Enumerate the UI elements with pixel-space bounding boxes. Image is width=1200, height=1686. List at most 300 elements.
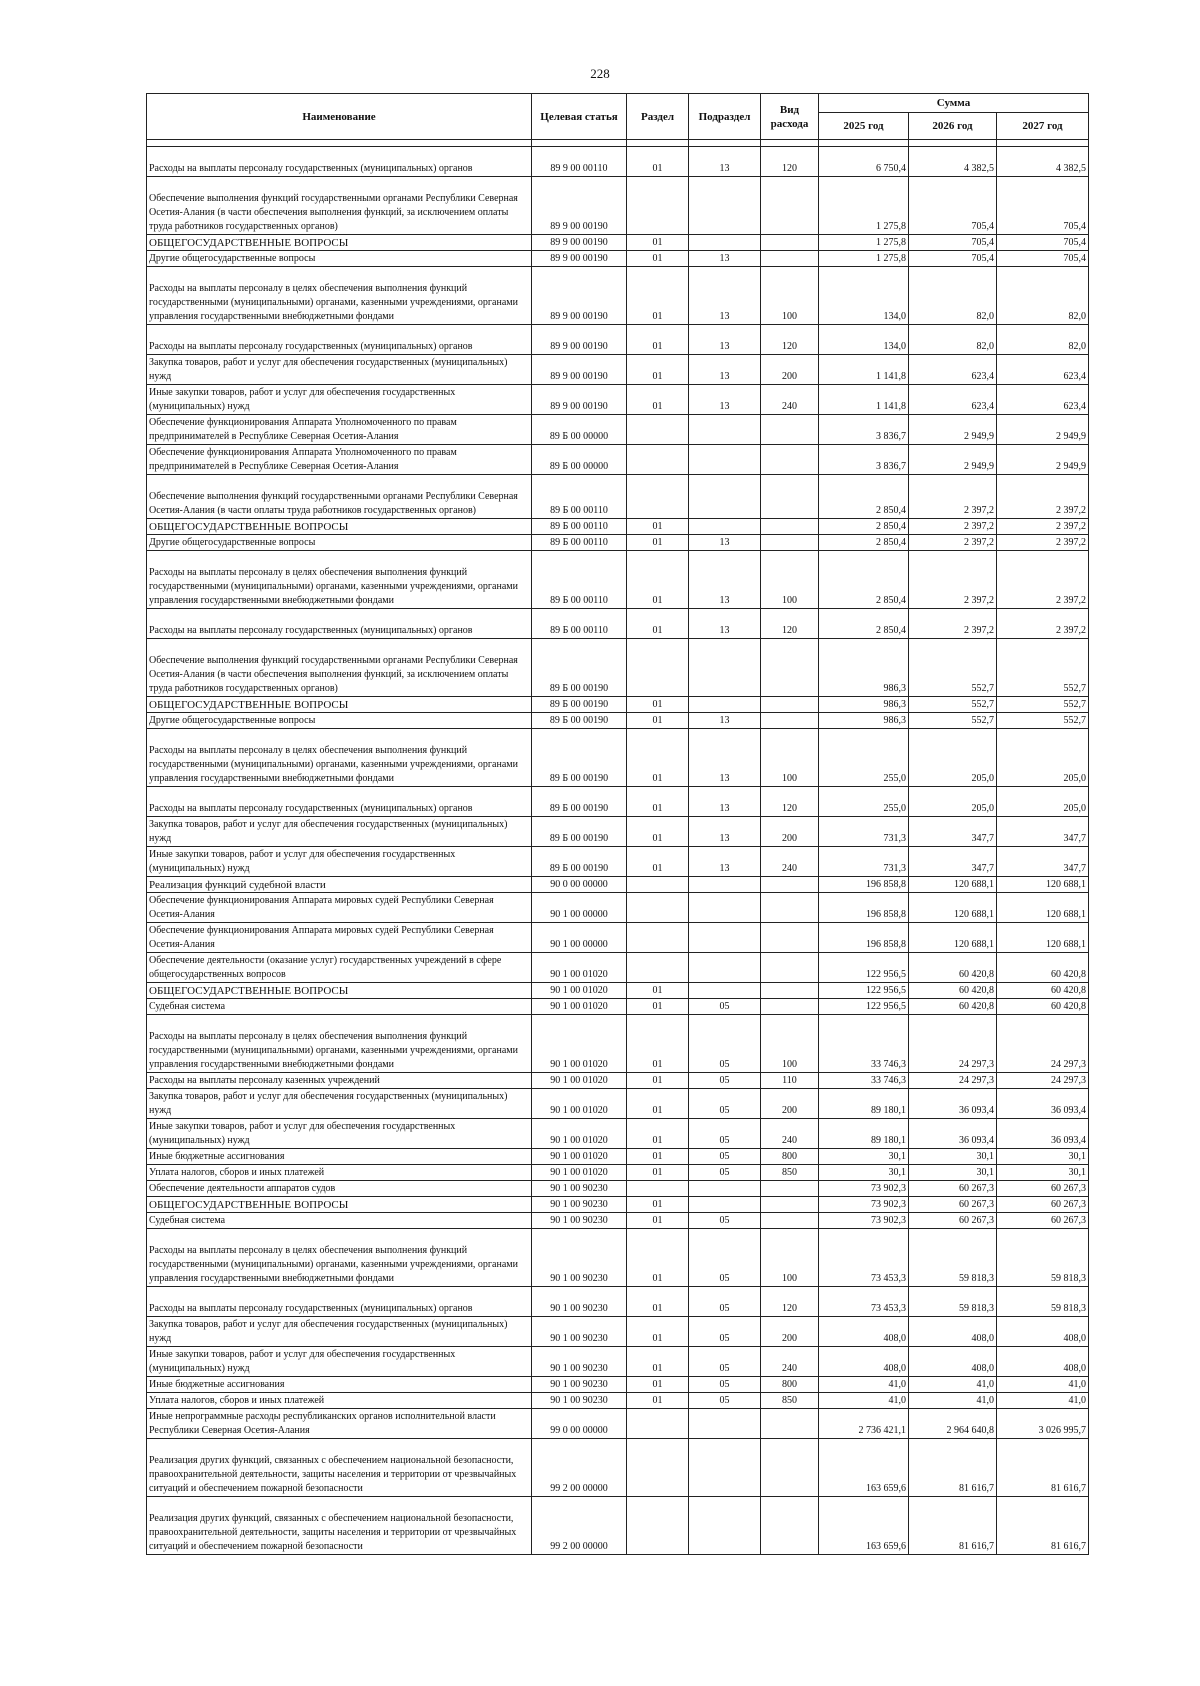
row-sum-2027: 552,7	[997, 697, 1089, 713]
row-target-article: 89 Б 00 00190	[532, 729, 627, 787]
row-target-article: 90 1 00 01020	[532, 1089, 627, 1119]
spacer-cell	[689, 140, 761, 147]
row-target-article: 89 Б 00 00110	[532, 519, 627, 535]
row-sum-2026: 81 616,7	[909, 1497, 997, 1555]
row-sum-2025: 2 850,4	[819, 519, 909, 535]
row-target-article: 89 Б 00 00110	[532, 535, 627, 551]
row-sum-2027: 408,0	[997, 1347, 1089, 1377]
table-row	[147, 475, 1089, 519]
row-sum-2026: 2 397,2	[909, 535, 997, 551]
row-sum-2025: 73 902,3	[819, 1197, 909, 1213]
row-section: 01	[627, 235, 689, 251]
row-sum-2027: 30,1	[997, 1149, 1089, 1165]
header-sum: Сумма	[819, 94, 1089, 113]
row-subsection: 13	[689, 385, 761, 415]
row-sum-2027: 2 397,2	[997, 535, 1089, 551]
table-row	[147, 1287, 1089, 1317]
table-row	[147, 1213, 1089, 1229]
row-subsection: 13	[689, 267, 761, 325]
row-target-article: 90 1 00 01020	[532, 1119, 627, 1149]
row-target-article: 99 2 00 00000	[532, 1439, 627, 1497]
table-row	[147, 1181, 1089, 1197]
row-section: 01	[627, 1213, 689, 1229]
row-expense-kind	[761, 983, 819, 999]
row-sum-2027: 3 026 995,7	[997, 1409, 1089, 1439]
header-kind: Вид расхода	[761, 94, 819, 140]
row-sum-2025: 134,0	[819, 267, 909, 325]
row-subsection: 05	[689, 1393, 761, 1409]
row-sum-2027: 59 818,3	[997, 1229, 1089, 1287]
row-expense-kind	[761, 415, 819, 445]
row-sum-2026: 552,7	[909, 713, 997, 729]
row-target-article: 90 1 00 01020	[532, 1073, 627, 1089]
row-sum-2027: 24 297,3	[997, 1015, 1089, 1073]
row-target-article: 99 0 00 00000	[532, 1409, 627, 1439]
row-sum-2025: 2 850,4	[819, 535, 909, 551]
row-sum-2026: 205,0	[909, 729, 997, 787]
row-section	[627, 923, 689, 953]
row-expense-kind: 850	[761, 1165, 819, 1181]
row-section: 01	[627, 787, 689, 817]
row-expense-kind	[761, 639, 819, 697]
row-section: 01	[627, 1089, 689, 1119]
row-sum-2027: 41,0	[997, 1393, 1089, 1409]
row-sum-2027: 623,4	[997, 355, 1089, 385]
table-row	[147, 251, 1089, 267]
row-sum-2025: 986,3	[819, 639, 909, 697]
row-sum-2027: 82,0	[997, 325, 1089, 355]
row-sum-2027: 408,0	[997, 1317, 1089, 1347]
row-subsection: 13	[689, 355, 761, 385]
row-subsection: 05	[689, 1149, 761, 1165]
row-subsection: 05	[689, 1317, 761, 1347]
row-sum-2025: 1 275,8	[819, 251, 909, 267]
row-expense-kind: 100	[761, 551, 819, 609]
table-row	[147, 1317, 1089, 1347]
row-sum-2027: 60 267,3	[997, 1197, 1089, 1213]
row-sum-2025: 41,0	[819, 1377, 909, 1393]
row-sum-2026: 120 688,1	[909, 923, 997, 953]
table-row	[147, 847, 1089, 877]
row-name: Обеспечение выполнения функций государственными органами Республики Северная Осетия-Алания (в части обеспечения выполнения функций, за исключением оплаты труда работников государственных органов)	[147, 639, 532, 697]
row-target-article: 89 Б 00 00110	[532, 609, 627, 639]
row-expense-kind: 110	[761, 1073, 819, 1089]
row-sum-2026: 347,7	[909, 817, 997, 847]
row-sum-2027: 2 397,2	[997, 475, 1089, 519]
row-sum-2027: 205,0	[997, 787, 1089, 817]
row-section: 01	[627, 983, 689, 999]
row-section	[627, 1497, 689, 1555]
row-subsection	[689, 1181, 761, 1197]
row-section	[627, 475, 689, 519]
row-sum-2025: 408,0	[819, 1347, 909, 1377]
row-expense-kind	[761, 697, 819, 713]
row-sum-2026: 60 267,3	[909, 1213, 997, 1229]
row-target-article: 90 1 00 90230	[532, 1317, 627, 1347]
row-sum-2026: 59 818,3	[909, 1287, 997, 1317]
row-name: Обеспечение функционирования Аппарата мировых судей Республики Северная Осетия-Алания	[147, 923, 532, 953]
row-section: 01	[627, 729, 689, 787]
row-target-article: 90 1 00 01020	[532, 1149, 627, 1165]
row-sum-2025: 731,3	[819, 847, 909, 877]
table-row	[147, 1073, 1089, 1089]
row-sum-2027: 120 688,1	[997, 923, 1089, 953]
row-name: ОБЩЕГОСУДАРСТВЕННЫЕ ВОПРОСЫ	[147, 235, 532, 251]
budget-table	[146, 93, 1089, 1555]
row-expense-kind	[761, 519, 819, 535]
row-section: 01	[627, 519, 689, 535]
row-name: Обеспечение деятельности (оказание услуг) государственных учреждений в сфере общегосударственных вопросов	[147, 953, 532, 983]
row-subsection: 05	[689, 1015, 761, 1073]
row-expense-kind	[761, 877, 819, 893]
row-subsection: 05	[689, 1119, 761, 1149]
row-sum-2025: 6 750,4	[819, 147, 909, 177]
table-row	[147, 609, 1089, 639]
row-sum-2027: 347,7	[997, 817, 1089, 847]
row-name: Иные бюджетные ассигнования	[147, 1377, 532, 1393]
row-section: 01	[627, 1377, 689, 1393]
header-subsection: Подраздел	[689, 94, 761, 140]
row-subsection	[689, 235, 761, 251]
row-sum-2027: 120 688,1	[997, 877, 1089, 893]
row-sum-2026: 408,0	[909, 1317, 997, 1347]
row-sum-2026: 24 297,3	[909, 1073, 997, 1089]
row-section: 01	[627, 1165, 689, 1181]
row-target-article: 99 2 00 00000	[532, 1497, 627, 1555]
row-subsection: 05	[689, 1377, 761, 1393]
table-row	[147, 551, 1089, 609]
row-section: 01	[627, 817, 689, 847]
table-row	[147, 519, 1089, 535]
row-sum-2027: 81 616,7	[997, 1497, 1089, 1555]
row-expense-kind	[761, 953, 819, 983]
row-section: 01	[627, 325, 689, 355]
row-sum-2025: 122 956,5	[819, 953, 909, 983]
row-expense-kind: 100	[761, 1229, 819, 1287]
row-sum-2025: 73 453,3	[819, 1229, 909, 1287]
row-subsection	[689, 519, 761, 535]
row-sum-2026: 81 616,7	[909, 1439, 997, 1497]
row-sum-2025: 73 453,3	[819, 1287, 909, 1317]
row-name: Иные закупки товаров, работ и услуг для обеспечения государственных (муниципальных) нужд	[147, 1119, 532, 1149]
row-sum-2025: 163 659,6	[819, 1439, 909, 1497]
row-target-article: 89 Б 00 00190	[532, 787, 627, 817]
row-target-article: 90 1 00 01020	[532, 1165, 627, 1181]
row-sum-2025: 1 275,8	[819, 177, 909, 235]
spacer-cell	[997, 140, 1089, 147]
spacer-cell	[909, 140, 997, 147]
row-sum-2025: 89 180,1	[819, 1089, 909, 1119]
row-sum-2027: 60 420,8	[997, 953, 1089, 983]
row-section: 01	[627, 1347, 689, 1377]
row-name: Реализация других функций, связанных с обеспечением национальной безопасности, правоохранительной деятельности, защиты населения и территории от чрезвычайных ситуаций и обеспечением пожарной безопасности	[147, 1497, 532, 1555]
table-row	[147, 1015, 1089, 1073]
row-section	[627, 177, 689, 235]
row-section	[627, 877, 689, 893]
row-target-article: 89 Б 00 00110	[532, 475, 627, 519]
row-name: Расходы на выплаты персоналу в целях обеспечения выполнения функций государственными (муниципальными) органами, казенными учреждениями, органами управления государственными внебюджетными фондами	[147, 1229, 532, 1287]
row-sum-2025: 3 836,7	[819, 445, 909, 475]
row-sum-2026: 120 688,1	[909, 877, 997, 893]
row-subsection: 13	[689, 251, 761, 267]
row-section: 01	[627, 999, 689, 1015]
row-name: Обеспечение функционирования Аппарата мировых судей Республики Северная Осетия-Алания	[147, 893, 532, 923]
row-sum-2025: 73 902,3	[819, 1213, 909, 1229]
row-sum-2026: 60 267,3	[909, 1181, 997, 1197]
row-sum-2026: 30,1	[909, 1149, 997, 1165]
header-section: Раздел	[627, 94, 689, 140]
row-sum-2027: 41,0	[997, 1377, 1089, 1393]
row-section: 01	[627, 1393, 689, 1409]
row-section	[627, 953, 689, 983]
row-subsection: 13	[689, 325, 761, 355]
row-subsection: 13	[689, 535, 761, 551]
spacer-cell	[819, 140, 909, 147]
row-expense-kind: 200	[761, 355, 819, 385]
row-target-article: 90 1 00 90230	[532, 1229, 627, 1287]
row-name: Расходы на выплаты персоналу государственных (муниципальных) органов	[147, 147, 532, 177]
row-sum-2025: 33 746,3	[819, 1015, 909, 1073]
row-sum-2026: 2 397,2	[909, 609, 997, 639]
row-subsection: 05	[689, 1347, 761, 1377]
row-expense-kind	[761, 1497, 819, 1555]
row-sum-2027: 705,4	[997, 177, 1089, 235]
row-name: Уплата налогов, сборов и иных платежей	[147, 1393, 532, 1409]
row-sum-2025: 30,1	[819, 1149, 909, 1165]
row-subsection	[689, 923, 761, 953]
row-sum-2027: 120 688,1	[997, 893, 1089, 923]
row-name: Уплата налогов, сборов и иных платежей	[147, 1165, 532, 1181]
row-expense-kind	[761, 1197, 819, 1213]
row-expense-kind	[761, 1409, 819, 1439]
row-target-article: 90 0 00 00000	[532, 877, 627, 893]
row-section	[627, 1181, 689, 1197]
row-name: Другие общегосударственные вопросы	[147, 251, 532, 267]
table-row	[147, 1409, 1089, 1439]
header-2027: 2027 год	[997, 113, 1089, 140]
spacer-cell	[532, 140, 627, 147]
spacer-cell	[627, 140, 689, 147]
row-sum-2027: 205,0	[997, 729, 1089, 787]
row-section	[627, 1409, 689, 1439]
row-subsection: 05	[689, 1073, 761, 1089]
row-section: 01	[627, 1229, 689, 1287]
row-expense-kind	[761, 1181, 819, 1197]
row-name: Иные закупки товаров, работ и услуг для обеспечения государственных (муниципальных) нужд	[147, 1347, 532, 1377]
row-target-article: 90 1 00 90230	[532, 1377, 627, 1393]
row-subsection: 13	[689, 147, 761, 177]
page-number: 228	[590, 66, 610, 81]
row-sum-2025: 41,0	[819, 1393, 909, 1409]
row-name: Реализация других функций, связанных с обеспечением национальной безопасности, правоохранительной деятельности, защиты населения и территории от чрезвычайных ситуаций и обеспечением пожарной безопасности	[147, 1439, 532, 1497]
row-sum-2027: 2 397,2	[997, 551, 1089, 609]
table-row	[147, 1165, 1089, 1181]
row-sum-2026: 60 420,8	[909, 983, 997, 999]
row-subsection	[689, 1409, 761, 1439]
table-body	[147, 140, 1089, 1555]
header-name: Наименование	[147, 94, 532, 140]
row-target-article: 89 9 00 00190	[532, 251, 627, 267]
table-row	[147, 787, 1089, 817]
row-target-article: 89 Б 00 00190	[532, 639, 627, 697]
row-target-article: 89 9 00 00190	[532, 267, 627, 325]
row-target-article: 90 1 00 90230	[532, 1347, 627, 1377]
row-expense-kind	[761, 535, 819, 551]
table-row	[147, 267, 1089, 325]
row-sum-2025: 196 858,8	[819, 893, 909, 923]
row-target-article: 89 Б 00 00000	[532, 415, 627, 445]
row-subsection	[689, 697, 761, 713]
table-row	[147, 983, 1089, 999]
row-subsection	[689, 639, 761, 697]
row-sum-2026: 41,0	[909, 1393, 997, 1409]
table-row	[147, 1089, 1089, 1119]
row-sum-2026: 2 949,9	[909, 415, 997, 445]
table-row	[147, 1347, 1089, 1377]
row-target-article: 90 1 00 01020	[532, 1015, 627, 1073]
row-sum-2026: 60 267,3	[909, 1197, 997, 1213]
row-expense-kind: 120	[761, 147, 819, 177]
row-subsection: 05	[689, 999, 761, 1015]
row-name: Закупка товаров, работ и услуг для обеспечения государственных (муниципальных) нужд	[147, 355, 532, 385]
row-target-article: 90 1 00 90230	[532, 1287, 627, 1317]
row-name: ОБЩЕГОСУДАРСТВЕННЫЕ ВОПРОСЫ	[147, 1197, 532, 1213]
table-row	[147, 639, 1089, 697]
row-expense-kind	[761, 475, 819, 519]
table-row	[147, 1393, 1089, 1409]
row-sum-2026: 205,0	[909, 787, 997, 817]
row-target-article: 90 1 00 90230	[532, 1393, 627, 1409]
row-name: Иные закупки товаров, работ и услуг для обеспечения государственных (муниципальных) нужд	[147, 847, 532, 877]
row-sum-2025: 196 858,8	[819, 923, 909, 953]
row-expense-kind	[761, 1213, 819, 1229]
row-section: 01	[627, 147, 689, 177]
row-target-article: 89 Б 00 00000	[532, 445, 627, 475]
row-section: 01	[627, 609, 689, 639]
table-row	[147, 1439, 1089, 1497]
row-target-article: 89 Б 00 00190	[532, 847, 627, 877]
row-sum-2025: 2 850,4	[819, 609, 909, 639]
row-sum-2025: 986,3	[819, 697, 909, 713]
row-sum-2025: 122 956,5	[819, 999, 909, 1015]
row-name: Другие общегосударственные вопросы	[147, 713, 532, 729]
row-target-article: 89 9 00 00190	[532, 177, 627, 235]
row-sum-2026: 705,4	[909, 177, 997, 235]
row-name: Иные непрограммные расходы республиканских органов исполнительной власти Республики Северная Осетия-Алания	[147, 1409, 532, 1439]
row-name: Закупка товаров, работ и услуг для обеспечения государственных (муниципальных) нужд	[147, 817, 532, 847]
row-sum-2025: 408,0	[819, 1317, 909, 1347]
row-sum-2025: 986,3	[819, 713, 909, 729]
table-row	[147, 445, 1089, 475]
row-sum-2025: 196 858,8	[819, 877, 909, 893]
row-name: Расходы на выплаты персоналу в целях обеспечения выполнения функций государственными (муниципальными) органами, казенными учреждениями, органами управления государственными внебюджетными фондами	[147, 729, 532, 787]
row-section	[627, 893, 689, 923]
table-row	[147, 177, 1089, 235]
row-sum-2026: 82,0	[909, 325, 997, 355]
row-sum-2026: 60 420,8	[909, 999, 997, 1015]
row-section: 01	[627, 697, 689, 713]
row-sum-2026: 552,7	[909, 697, 997, 713]
row-target-article: 90 1 00 01020	[532, 999, 627, 1015]
row-name: Обеспечение выполнения функций государственными органами Республики Северная Осетия-Алания (в части оплаты труда работников государственных органов)	[147, 475, 532, 519]
row-subsection	[689, 415, 761, 445]
row-subsection: 13	[689, 787, 761, 817]
row-name: Обеспечение деятельности аппаратов судов	[147, 1181, 532, 1197]
spacer-cell	[761, 140, 819, 147]
row-section: 01	[627, 385, 689, 415]
row-target-article: 89 Б 00 00110	[532, 551, 627, 609]
row-target-article: 90 1 00 00000	[532, 923, 627, 953]
row-target-article: 89 9 00 00110	[532, 147, 627, 177]
row-target-article: 90 1 00 90230	[532, 1213, 627, 1229]
row-sum-2026: 36 093,4	[909, 1089, 997, 1119]
row-sum-2027: 36 093,4	[997, 1089, 1089, 1119]
table-row	[147, 325, 1089, 355]
row-expense-kind: 240	[761, 385, 819, 415]
row-sum-2025: 2 850,4	[819, 551, 909, 609]
row-subsection: 13	[689, 551, 761, 609]
table-row	[147, 999, 1089, 1015]
row-subsection: 05	[689, 1287, 761, 1317]
row-name: Обеспечение выполнения функций государственными органами Республики Северная Осетия-Алания (в части обеспечения выполнения функций, за исключением оплаты труда работников государственных органов)	[147, 177, 532, 235]
header-2025: 2025 год	[819, 113, 909, 140]
row-section	[627, 415, 689, 445]
row-sum-2026: 2 964 640,8	[909, 1409, 997, 1439]
row-name: Другие общегосударственные вопросы	[147, 535, 532, 551]
row-sum-2026: 623,4	[909, 355, 997, 385]
row-sum-2026: 705,4	[909, 251, 997, 267]
row-sum-2027: 552,7	[997, 713, 1089, 729]
row-section: 01	[627, 1073, 689, 1089]
row-sum-2027: 81 616,7	[997, 1439, 1089, 1497]
row-section: 01	[627, 713, 689, 729]
row-sum-2027: 705,4	[997, 235, 1089, 251]
row-sum-2027: 705,4	[997, 251, 1089, 267]
row-sum-2027: 82,0	[997, 267, 1089, 325]
row-sum-2025: 1 141,8	[819, 355, 909, 385]
row-target-article: 89 Б 00 00190	[532, 817, 627, 847]
row-sum-2026: 4 382,5	[909, 147, 997, 177]
row-sum-2025: 731,3	[819, 817, 909, 847]
row-expense-kind: 120	[761, 787, 819, 817]
row-subsection	[689, 475, 761, 519]
row-expense-kind: 120	[761, 325, 819, 355]
row-target-article: 90 1 00 00000	[532, 893, 627, 923]
row-sum-2025: 89 180,1	[819, 1119, 909, 1149]
row-sum-2027: 2 949,9	[997, 445, 1089, 475]
table-row	[147, 235, 1089, 251]
row-sum-2027: 59 818,3	[997, 1287, 1089, 1317]
row-expense-kind: 200	[761, 1317, 819, 1347]
row-subsection	[689, 893, 761, 923]
row-name: Реализация функций судебной власти	[147, 877, 532, 893]
row-sum-2025: 255,0	[819, 787, 909, 817]
row-section: 01	[627, 1197, 689, 1213]
row-target-article: 90 1 00 01020	[532, 953, 627, 983]
row-subsection: 05	[689, 1089, 761, 1119]
row-sum-2025: 33 746,3	[819, 1073, 909, 1089]
row-target-article: 89 9 00 00190	[532, 325, 627, 355]
row-name: Судебная система	[147, 999, 532, 1015]
row-sum-2025: 3 836,7	[819, 415, 909, 445]
spacer-cell	[147, 140, 532, 147]
row-name: Расходы на выплаты персоналу государственных (муниципальных) органов	[147, 787, 532, 817]
row-section: 01	[627, 1149, 689, 1165]
row-sum-2027: 30,1	[997, 1165, 1089, 1181]
table-row	[147, 1229, 1089, 1287]
row-sum-2027: 552,7	[997, 639, 1089, 697]
row-target-article: 89 9 00 00190	[532, 235, 627, 251]
